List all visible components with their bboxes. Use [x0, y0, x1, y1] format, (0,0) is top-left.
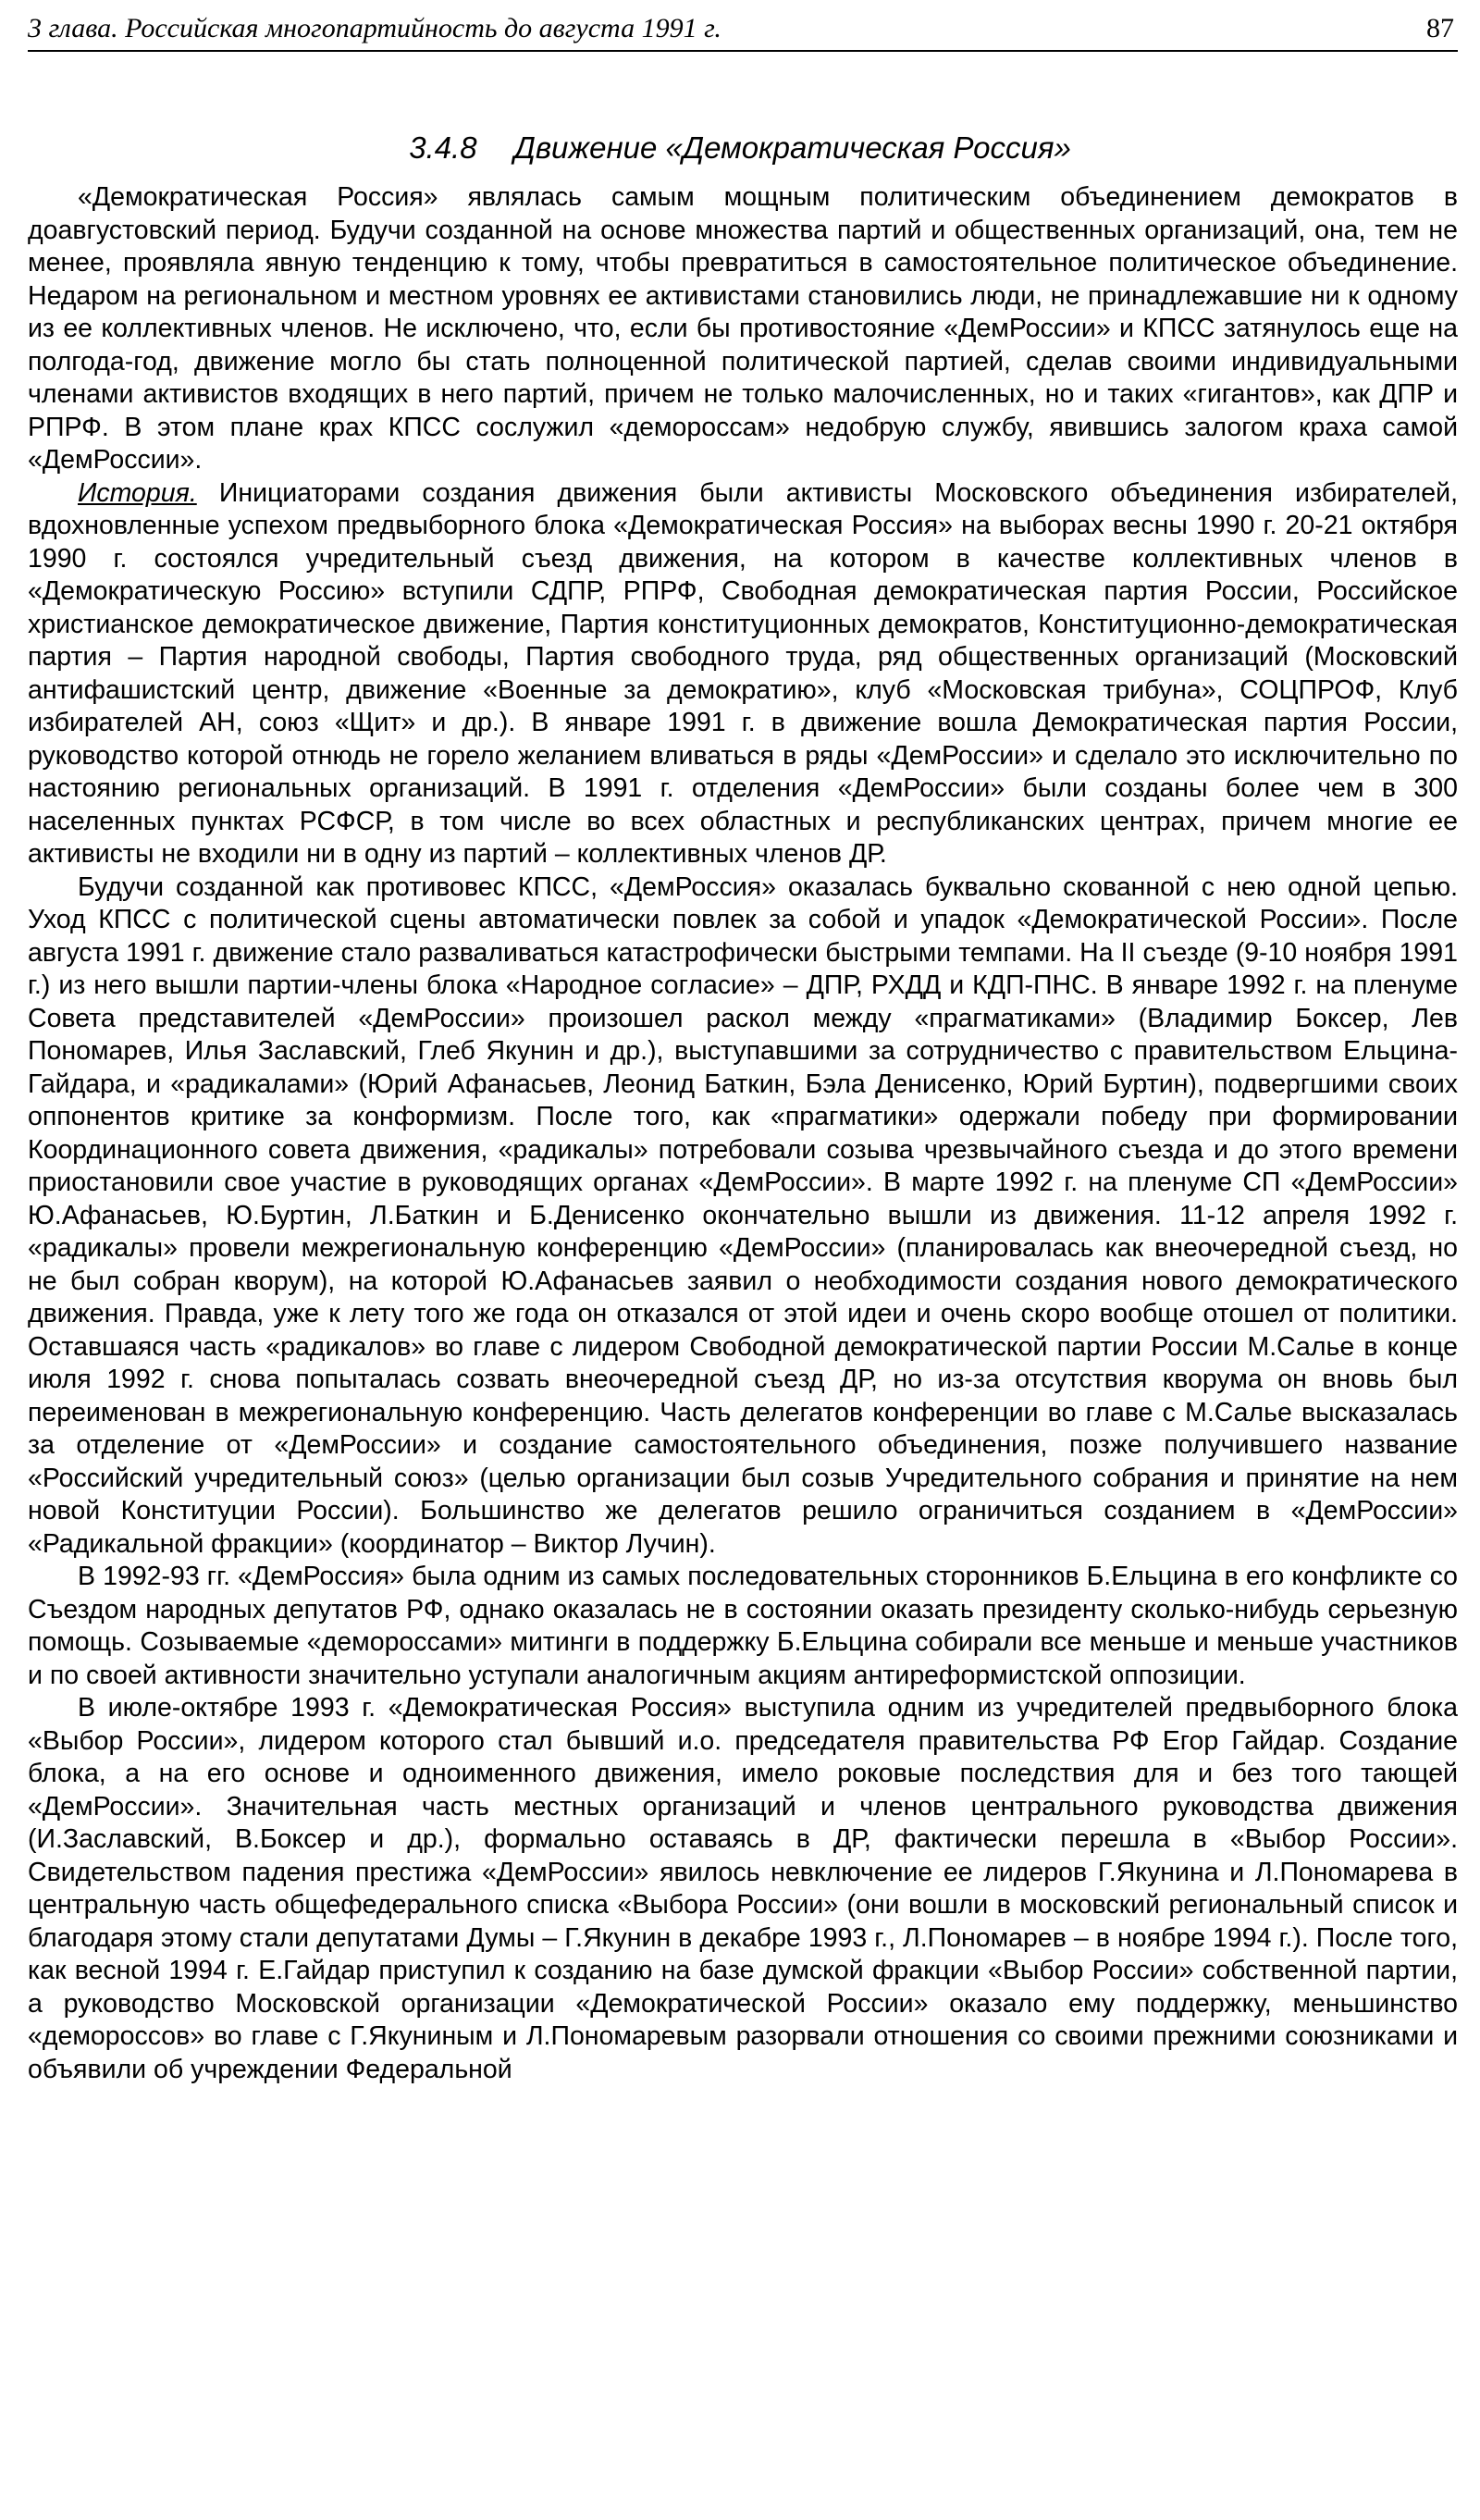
- running-header: [28, 7, 1458, 52]
- paragraph-text: В 1992-93 гг. «ДемРоссия» была одним из самых последовательных сторонников Б.Ельцина в его конфликте со Съездом народных депутатов РФ, однако оказалась не в состоянии оказать президенту сколько-нибудь серьезную помощь. Созываемые «демороссами» митинги в поддержку Б.Ельцина собирали все меньше и меньше участников и по своей активности значительно уступали аналогичным акциям антиреформистской оппозиции.: [28, 1562, 1458, 1690]
- paragraph-text: «Демократическая Россия» являлась самым мощным политическим объединением демократов в доавгустовский период. Будучи созданной на основе множества партий и общественных организаций, она, тем не менее, проявляла явную тенденцию к тому, чтобы превратиться в самостоятельное политическое объединение. Недаром на региональном и местном уровнях ее активистами становились люди, не принадлежавшие ни к одному из ее коллективных членов. Не исключено, что, если бы противостояние «ДемРоссии» и КПСС затянулось еще на полгода-год, движение могло бы стать полноценной политической партией, сделав своими индивидуальными членами активистов входящих в него партий, причем не только малочисленных, но и таких «гигантов», как ДПР и РПРФ. В этом плане крах КПСС сослужил «демороссам» недобрую службу, явившись залогом краха самой «ДемРоссии».: [28, 182, 1458, 475]
- paragraph-text: Будучи созданной как противовес КПСС, «ДемРоссия» оказалась буквально скованной с нею одной цепью. Уход КПСС с политической сцены автоматически повлек за собой и упадок «Демократической России». После августа 1991 г. движение стало разваливаться катастрофически быстрыми темпами. На II съезде (9-10 ноября 1991 г.) из него вышли партии-члены блока «Народное согласие» – ДПР, РХДД и КДП-ПНС. В январе 1992 г. на пленуме Совета представителей «ДемРоссии» произошел раскол между «прагматиками» (Владимир Боксер, Лев Пономарев, Илья Заславский, Глеб Якунин и др.), выступавшими за сотрудничество с правительством Ельцина-Гайдара, и «радикалами» (Юрий Афанасьев, Леонид Баткин, Бэла Денисенко, Юрий Буртин), подвергшими своих оппонентов критике за конформизм. После того, как «прагматики» одержали победу при формировании Координационного совета движения, «радикалы» потребовали созыва чрезвычайного съезда и до этого времени приостановили свое участие в руководящих органах «ДемРоссии». В марте 1992 г. на пленуме СП «ДемРоссии» Ю.Афанасьев, Ю.Буртин, Л.Баткин и Б.Денисенко окончательно вышли из движения. 11-12 апреля 1992 г. «радикалы» провели межрегиональную конференцию «ДемРоссии» (планировалась как внеочередной съезд, но не был собран кворум), на которой Ю.Афанасьев заявил о необходимости создания нового демократического движения. Правда, уже к лету того же года он отказался от этой идеи и очень скоро вообще отошел от политики. Оставшаяся часть «радикалов» во главе с лидером Свободной демократической партии России М.Салье в конце июля 1992 г. снова попыталась созвать внеочередной съезд ДР, но из-за отсутствия кворума он вновь был переименован в межрегиональную конференцию. Часть делегатов конференции во главе с М.Салье высказалась за отделение от «ДемРоссии» и создание самостоятельного объединения, позже получившего название «Российский учредительный союз» (целью организации был созыв Учредительного собрания и принятие на нем новой Конституции России). Большинство же делегатов решило ограничиться созданием в «ДемРоссии» «Радикальной фракции» (координатор – Виктор Лучин).: [28, 871, 1458, 1559]
- paragraph: [28, 477, 1458, 871]
- section-number: 3.4.8: [409, 130, 477, 165]
- paragraph: [28, 1561, 1458, 1692]
- chapter-title: 3 глава. Российская многопартийность до августа 1991 г.: [28, 13, 722, 43]
- paragraph: [28, 181, 1458, 477]
- section-title: Движение «Демократическая Россия»: [513, 130, 1071, 165]
- page-number: 87: [1426, 13, 1454, 43]
- paragraph: [28, 871, 1458, 1562]
- section-heading: [0, 130, 1480, 167]
- paragraph-text: В июле-октябре 1993 г. «Демократическая Россия» выступила одним из учредителей предвыборного блока «Выбор России», лидером которого стал бывший и.о. председателя правительства РФ Егор Гайдар. Создание блока, а на его основе и одноименного движения, имело роковые последствия для и без того тающей «ДемРоссии». Значительная часть местных организаций и членов центрального руководства движения (И.Заславский, В.Боксер и др.), формально оставаясь в ДР, фактически перешла в «Выбор России». Свидетельством падения престижа «ДемРоссии» явилось невключение ее лидеров Г.Якунина и Л.Пономарева в центральную часть общефедерального списка «Выбора России» (они вошли в московский региональный список и благодаря этому стали депутатами Думы – Г.Якунин в декабре 1993 г., Л.Пономарев – в ноябре 1994 г.). После того, как весной 1994 г. Е.Гайдар приступил к созданию на базе думской фракции «Выбор России» собственной партии, а руководство Московской организации «Демократической России» оказало ему поддержку, меньшинство «демороссов» во главе с Г.Якуниным и Л.Пономаревым разорвали отношения со своими прежними союзниками и объявили об учреждении Федеральной: [28, 1693, 1458, 2084]
- paragraph: [28, 1692, 1458, 2086]
- body-text: [28, 181, 1458, 2086]
- paragraph-lead: История.: [78, 477, 197, 508]
- paragraph-text: Инициаторами создания движения были активисты Московского объединения избирателей, вдохновленные успехом предвыборного блока «Демократическая Россия» на выборах весны 1990 г. 20-21 октября 1990 г. состоялся учредительный съезд движения, на котором в качестве коллективных членов в «Демократическую Россию» вступили СДПР, РПРФ, Свободная демократическая партия России, Российское христианское демократическое движение, Партия конституционных демократов, Конституционно-демократическая партия – Партия народной свободы, Партия свободного труда, ряд общественных организаций (Московский антифашистский центр, движение «Военные за демократию», клуб «Московская трибуна», СОЦПРОФ, Клуб избирателей АН, союз «Щит» и др.). В январе 1991 г. в движение вошла Демократическая партия России, руководство которой отнюдь не горело желанием вливаться в ряды «ДемРоссии» и сделало это исключительно по настоянию региональных организаций. В 1991 г. отделения «ДемРоссии» были созданы более чем в 300 населенных пунктах РСФСР, в том числе во всех областных и республиканских центрах, причем многие ее активисты не входили ни в одну из партий – коллективных членов ДР.: [28, 477, 1458, 869]
